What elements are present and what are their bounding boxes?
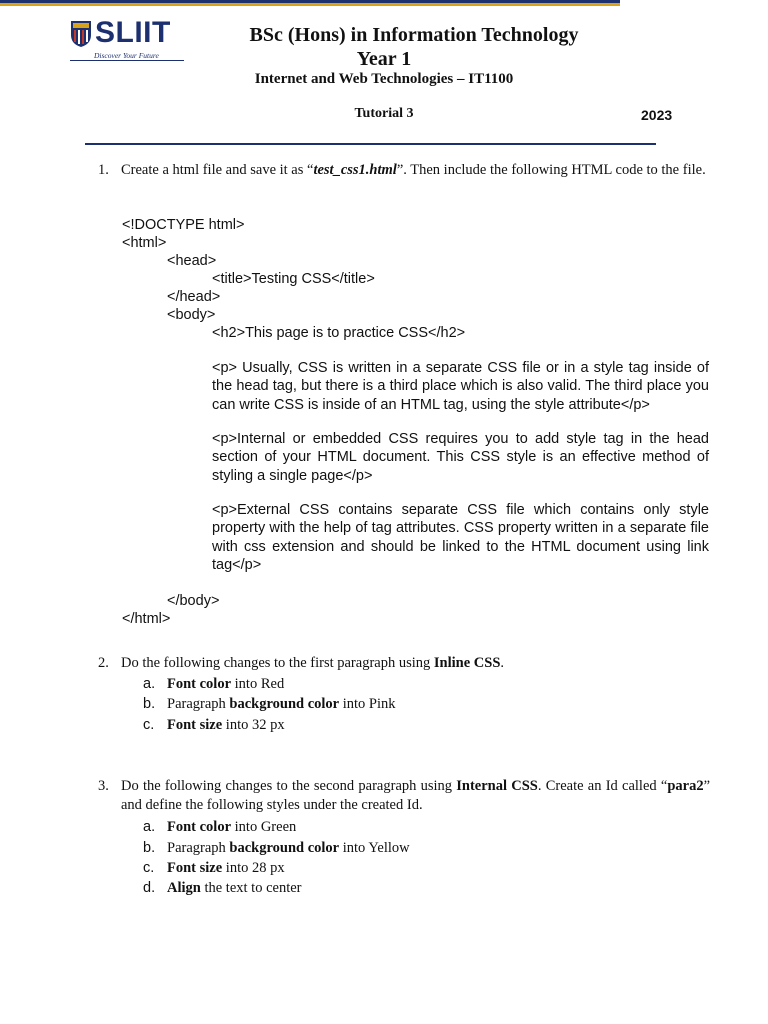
code-paragraph-1: <p> Usually, CSS is written in a separate CSS file or in a style tag inside of the head tag, but there is a third place which is also valid. The third place you can write CSS is inside of an HTML tag, using the style attribute</p> — [212, 360, 709, 413]
top-stripe — [0, 0, 620, 6]
header-divider — [85, 143, 656, 145]
question-number: 1. — [98, 162, 109, 178]
tutorial-label: Tutorial 3 — [354, 106, 414, 121]
code-body-close: </body> — [167, 593, 220, 609]
code-title: <title>Testing CSS</title> — [212, 271, 375, 287]
question-3 — [98, 777, 710, 817]
logo-wordmark: SLIIT — [95, 16, 171, 49]
code-html-close: </html> — [122, 611, 171, 627]
code-paragraph-2: <p>Internal or embedded CSS requires you to add style tag in the head section of your HTML document. This CSS style is an effective method of styling a single page</p> — [212, 431, 709, 484]
code-doctype: <!DOCTYPE html> — [122, 217, 245, 233]
question-number: 2. — [98, 655, 109, 671]
year-label: Year 1 — [356, 48, 412, 70]
course-title: Internet and Web Technologies – IT1100 — [254, 71, 514, 87]
code-h2: <h2>This page is to practice CSS</h2> — [212, 325, 466, 341]
code-paragraph-3: <p>External CSS contains separate CSS file which contains only style property with the help of tag attributes. CSS property written in a separate file with css extension and should be linked to the HTML document using link tag</p> — [212, 502, 709, 573]
question-1 — [98, 161, 710, 201]
code-head-open: <head> — [167, 253, 217, 269]
question-text: Do the following changes to the first paragraph using Inline CSS. — [121, 655, 505, 671]
code-head-close: </head> — [167, 289, 221, 305]
logo-tagline: Discover Your Future — [94, 51, 159, 60]
filename: test_css1.html — [313, 162, 397, 178]
question-2 — [98, 654, 710, 674]
program-title: BSc (Hons) in Information Technology — [249, 24, 579, 46]
question-text: Do the following changes to the second paragraph using Internal CSS. Create an Id called “para2” and define the following styles under the created Id. — [121, 778, 710, 813]
question-number: 3. — [98, 778, 109, 794]
question-text: Create a html file and save it as “test_css1.html”. Then include the following HTML code to the file. — [121, 162, 706, 178]
id-name: para2 — [667, 778, 704, 794]
code-body-open: <body> — [167, 307, 216, 323]
code-html-open: <html> — [122, 235, 167, 251]
academic-year: 2023 — [641, 107, 673, 123]
